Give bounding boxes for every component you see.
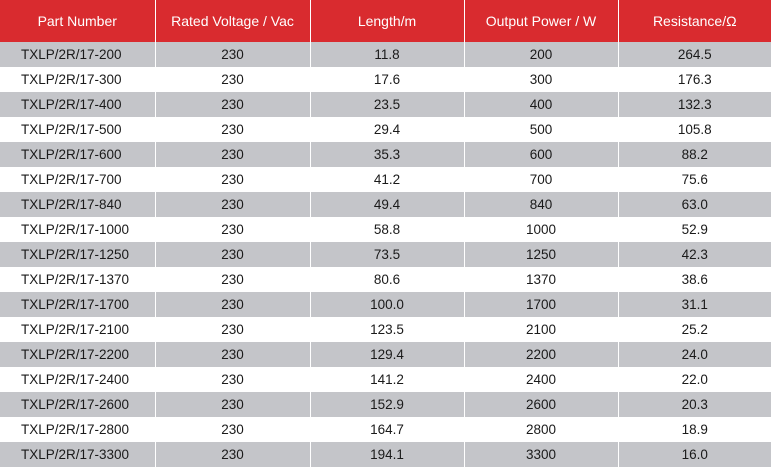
length-cell: 11.8 — [310, 42, 464, 67]
length-cell: 41.2 — [310, 167, 464, 192]
table-body — [0, 42, 771, 467]
table-row — [0, 342, 771, 367]
resistance-cell: 18.9 — [618, 417, 771, 442]
table-row — [0, 217, 771, 242]
output-power-cell: 3300 — [464, 442, 618, 467]
length-cell: 73.5 — [310, 242, 464, 267]
length-cell: 152.9 — [310, 392, 464, 417]
table-row — [0, 42, 771, 67]
header-output-power: Output Power / W — [464, 0, 618, 42]
rated-voltage-cell: 230 — [155, 67, 310, 92]
length-cell: 129.4 — [310, 342, 464, 367]
part-number-cell: TXLP/2R/17-300 — [0, 67, 155, 92]
rated-voltage-cell: 230 — [155, 342, 310, 367]
length-cell: 23.5 — [310, 92, 464, 117]
part-number-cell: TXLP/2R/17-2200 — [0, 342, 155, 367]
length-cell: 164.7 — [310, 417, 464, 442]
output-power-cell: 500 — [464, 117, 618, 142]
part-number-cell: TXLP/2R/17-200 — [0, 42, 155, 67]
rated-voltage-cell: 230 — [155, 92, 310, 117]
part-number-cell: TXLP/2R/17-1700 — [0, 292, 155, 317]
resistance-cell: 31.1 — [618, 292, 771, 317]
rated-voltage-cell: 230 — [155, 142, 310, 167]
resistance-cell: 88.2 — [618, 142, 771, 167]
output-power-cell: 2100 — [464, 317, 618, 342]
rated-voltage-cell: 230 — [155, 367, 310, 392]
rated-voltage-cell: 230 — [155, 267, 310, 292]
header-rated-voltage: Rated Voltage / Vac — [155, 0, 310, 42]
resistance-cell: 176.3 — [618, 67, 771, 92]
resistance-cell: 132.3 — [618, 92, 771, 117]
table-row — [0, 142, 771, 167]
part-number-cell: TXLP/2R/17-400 — [0, 92, 155, 117]
resistance-cell: 42.3 — [618, 242, 771, 267]
length-cell: 123.5 — [310, 317, 464, 342]
length-cell: 17.6 — [310, 67, 464, 92]
output-power-cell: 1250 — [464, 242, 618, 267]
table-row — [0, 292, 771, 317]
output-power-cell: 1370 — [464, 267, 618, 292]
part-number-cell: TXLP/2R/17-3300 — [0, 442, 155, 467]
header-length: Length/m — [310, 0, 464, 42]
part-number-cell: TXLP/2R/17-600 — [0, 142, 155, 167]
output-power-cell: 2200 — [464, 342, 618, 367]
output-power-cell: 1000 — [464, 217, 618, 242]
table-row — [0, 117, 771, 142]
resistance-cell: 63.0 — [618, 192, 771, 217]
table-row — [0, 442, 771, 467]
rated-voltage-cell: 230 — [155, 417, 310, 442]
header-part-number: Part Number — [0, 0, 155, 42]
length-cell: 29.4 — [310, 117, 464, 142]
part-number-cell: TXLP/2R/17-2800 — [0, 417, 155, 442]
resistance-cell: 22.0 — [618, 367, 771, 392]
rated-voltage-cell: 230 — [155, 42, 310, 67]
table-row — [0, 367, 771, 392]
part-number-cell: TXLP/2R/17-2400 — [0, 367, 155, 392]
table-header-row — [0, 0, 771, 42]
output-power-cell: 840 — [464, 192, 618, 217]
length-cell: 194.1 — [310, 442, 464, 467]
part-number-cell: TXLP/2R/17-2600 — [0, 392, 155, 417]
output-power-cell: 600 — [464, 142, 618, 167]
table-row — [0, 167, 771, 192]
table-row — [0, 392, 771, 417]
rated-voltage-cell: 230 — [155, 167, 310, 192]
resistance-cell: 52.9 — [618, 217, 771, 242]
length-cell: 58.8 — [310, 217, 464, 242]
resistance-cell: 24.0 — [618, 342, 771, 367]
table-row — [0, 317, 771, 342]
length-cell: 49.4 — [310, 192, 464, 217]
output-power-cell: 1700 — [464, 292, 618, 317]
rated-voltage-cell: 230 — [155, 442, 310, 467]
output-power-cell: 2800 — [464, 417, 618, 442]
resistance-cell: 20.3 — [618, 392, 771, 417]
length-cell: 80.6 — [310, 267, 464, 292]
output-power-cell: 400 — [464, 92, 618, 117]
rated-voltage-cell: 230 — [155, 192, 310, 217]
table-row — [0, 92, 771, 117]
output-power-cell: 200 — [464, 42, 618, 67]
resistance-cell: 38.6 — [618, 267, 771, 292]
table-row — [0, 267, 771, 292]
part-number-cell: TXLP/2R/17-2100 — [0, 317, 155, 342]
part-number-cell: TXLP/2R/17-1370 — [0, 267, 155, 292]
table-row — [0, 192, 771, 217]
table-row — [0, 67, 771, 92]
output-power-cell: 2600 — [464, 392, 618, 417]
table-row — [0, 417, 771, 442]
part-number-cell: TXLP/2R/17-1000 — [0, 217, 155, 242]
part-number-cell: TXLP/2R/17-700 — [0, 167, 155, 192]
resistance-cell: 75.6 — [618, 167, 771, 192]
length-cell: 141.2 — [310, 367, 464, 392]
length-cell: 35.3 — [310, 142, 464, 167]
resistance-cell: 264.5 — [618, 42, 771, 67]
rated-voltage-cell: 230 — [155, 242, 310, 267]
part-number-cell: TXLP/2R/17-840 — [0, 192, 155, 217]
table-row — [0, 242, 771, 267]
rated-voltage-cell: 230 — [155, 292, 310, 317]
resistance-cell: 25.2 — [618, 317, 771, 342]
output-power-cell: 700 — [464, 167, 618, 192]
resistance-cell: 105.8 — [618, 117, 771, 142]
output-power-cell: 300 — [464, 67, 618, 92]
output-power-cell: 2400 — [464, 367, 618, 392]
rated-voltage-cell: 230 — [155, 317, 310, 342]
header-resistance: Resistance/Ω — [618, 0, 771, 42]
length-cell: 100.0 — [310, 292, 464, 317]
part-number-cell: TXLP/2R/17-1250 — [0, 242, 155, 267]
rated-voltage-cell: 230 — [155, 392, 310, 417]
part-number-cell: TXLP/2R/17-500 — [0, 117, 155, 142]
rated-voltage-cell: 230 — [155, 217, 310, 242]
rated-voltage-cell: 230 — [155, 117, 310, 142]
resistance-cell: 16.0 — [618, 442, 771, 467]
